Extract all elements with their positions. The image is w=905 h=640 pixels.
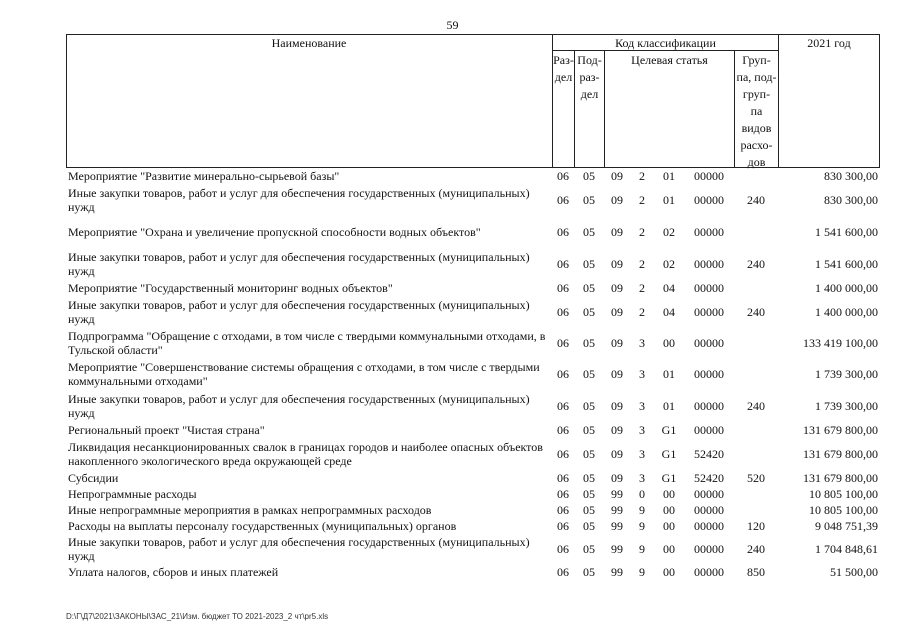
row-amount: 131 679 800,00	[803, 446, 878, 461]
row-amount: 9 048 751,39	[815, 518, 878, 533]
row-program: 09	[611, 366, 623, 381]
row-name: Субсидии	[68, 470, 119, 485]
row-subprogram: 2	[639, 192, 645, 207]
row-razdel: 06	[557, 518, 569, 533]
table-row	[66, 422, 880, 438]
row-razdel: 06	[557, 422, 569, 437]
table-row	[66, 470, 880, 486]
table-row	[66, 248, 880, 280]
row-podrazdel: 05	[583, 470, 595, 485]
row-subprogram: 3	[639, 398, 645, 413]
row-program: 09	[611, 168, 623, 183]
table-row	[66, 564, 880, 580]
row-subprogram: 2	[639, 224, 645, 239]
row-event: 01	[663, 192, 675, 207]
row-event: 01	[663, 168, 675, 183]
row-direction: 52420	[694, 470, 724, 485]
row-program: 99	[611, 564, 623, 579]
row-expense-type	[734, 502, 778, 518]
table-header	[66, 34, 880, 168]
row-event: G1	[661, 422, 677, 437]
header-name: Наименование	[271, 36, 347, 50]
row-direction: 00000	[694, 168, 724, 183]
row-expense-type: 120	[747, 518, 765, 533]
row-direction: 00000	[694, 335, 724, 350]
row-expense-type	[734, 216, 778, 248]
row-podrazdel: 05	[583, 304, 595, 319]
row-podrazdel: 05	[583, 398, 595, 413]
row-program: 09	[611, 446, 623, 461]
row-razdel: 06	[557, 564, 569, 579]
row-event: 02	[663, 224, 675, 239]
row-amount: 1 704 848,61	[815, 541, 878, 556]
row-expense-type: 240	[747, 192, 765, 207]
row-subprogram: 2	[639, 280, 645, 295]
header-group: Груп- па, под- груп- па видов расхо- дов	[736, 53, 777, 169]
table-row	[66, 280, 880, 296]
row-name: Расходы на выплаты персоналу государственных (муниципальных) органов	[68, 518, 457, 533]
table-row	[66, 390, 880, 422]
table-row	[66, 216, 880, 248]
row-podrazdel: 05	[583, 366, 595, 381]
row-podrazdel: 05	[583, 422, 595, 437]
row-amount: 1 400 000,00	[815, 304, 878, 319]
row-expense-type	[734, 422, 778, 438]
header-razdel: Раз- дел	[553, 53, 574, 84]
row-event: 00	[663, 486, 675, 501]
row-razdel: 06	[557, 168, 569, 183]
row-subprogram: 9	[639, 518, 645, 533]
row-expense-type: 240	[747, 304, 765, 319]
row-event: G1	[661, 470, 677, 485]
table-row	[66, 328, 880, 358]
row-razdel: 06	[557, 192, 569, 207]
row-subprogram: 0	[639, 486, 645, 501]
row-amount: 131 679 800,00	[803, 470, 878, 485]
header-year: 2021 год	[807, 36, 851, 50]
row-program: 99	[611, 486, 623, 501]
row-razdel: 06	[557, 502, 569, 517]
header-podrazdel: Под- раз- дел	[577, 53, 602, 101]
row-name: Подпрограмма "Обращение с отходами, в том числе с твердыми коммунальными отходами, в Тульской области"	[68, 328, 546, 357]
row-razdel: 06	[557, 335, 569, 350]
row-direction: 00000	[694, 518, 724, 533]
row-amount: 1 739 300,00	[815, 366, 878, 381]
row-razdel: 06	[557, 398, 569, 413]
row-amount: 131 679 800,00	[803, 422, 878, 437]
row-podrazdel: 05	[583, 564, 595, 579]
row-expense-type	[734, 328, 778, 358]
row-name: Мероприятие "Охрана и увеличение пропускной способности водных объектов"	[68, 224, 481, 239]
row-amount: 1 739 300,00	[815, 398, 878, 413]
row-direction: 00000	[694, 304, 724, 319]
row-razdel: 06	[557, 486, 569, 501]
row-name: Иные непрограммные мероприятия в рамках непрограммных расходов	[68, 502, 432, 517]
row-amount: 830 300,00	[824, 168, 878, 183]
row-name: Иные закупки товаров, работ и услуг для обеспечения государственных (муниципальных) нужд	[68, 185, 530, 214]
row-amount: 51 500,00	[830, 564, 878, 579]
row-expense-type	[734, 168, 778, 184]
row-name: Мероприятие "Развитие минерально-сырьевой базы"	[68, 168, 340, 183]
header-target: Целевая статья	[631, 53, 708, 67]
row-name: Иные закупки товаров, работ и услуг для обеспечения государственных (муниципальных) нужд	[68, 297, 530, 326]
row-name: Непрограммные расходы	[68, 486, 197, 501]
table-row	[66, 502, 880, 518]
row-program: 09	[611, 256, 623, 271]
row-expense-type	[734, 358, 778, 390]
row-podrazdel: 05	[583, 224, 595, 239]
row-event: 01	[663, 398, 675, 413]
row-direction: 00000	[694, 224, 724, 239]
table-row	[66, 518, 880, 534]
row-event: 02	[663, 256, 675, 271]
row-podrazdel: 05	[583, 486, 595, 501]
row-podrazdel: 05	[583, 192, 595, 207]
row-program: 09	[611, 398, 623, 413]
row-program: 09	[611, 224, 623, 239]
row-direction: 00000	[694, 366, 724, 381]
row-event: G1	[661, 446, 677, 461]
row-subprogram: 3	[639, 366, 645, 381]
row-subprogram: 3	[639, 470, 645, 485]
row-direction: 00000	[694, 192, 724, 207]
row-expense-type	[734, 438, 778, 470]
table-row	[66, 358, 880, 390]
row-name: Мероприятие "Государственный мониторинг водных объектов"	[68, 280, 393, 295]
row-podrazdel: 05	[583, 446, 595, 461]
row-program: 09	[611, 192, 623, 207]
row-podrazdel: 05	[583, 502, 595, 517]
row-subprogram: 2	[639, 304, 645, 319]
row-podrazdel: 05	[583, 280, 595, 295]
row-direction: 00000	[694, 280, 724, 295]
row-expense-type: 520	[747, 470, 765, 485]
row-subprogram: 3	[639, 335, 645, 350]
row-name: Региональный проект "Чистая страна"	[68, 422, 265, 437]
row-amount: 1 400 000,00	[815, 280, 878, 295]
row-program: 99	[611, 541, 623, 556]
row-razdel: 06	[557, 280, 569, 295]
row-name: Иные закупки товаров, работ и услуг для обеспечения государственных (муниципальных) нужд	[68, 249, 530, 278]
row-name: Ликвидация несанкционированных свалок в границах городов и наиболее опасных объектов накопленного экологического вреда окружающей среде	[68, 439, 543, 468]
row-razdel: 06	[557, 446, 569, 461]
row-amount: 10 805 100,00	[809, 502, 878, 517]
row-razdel: 06	[557, 470, 569, 485]
row-razdel: 06	[557, 541, 569, 556]
row-amount: 1 541 600,00	[815, 224, 878, 239]
row-amount: 830 300,00	[824, 192, 878, 207]
row-razdel: 06	[557, 256, 569, 271]
row-event: 00	[663, 518, 675, 533]
row-program: 09	[611, 280, 623, 295]
table-row	[66, 438, 880, 470]
footer-file-path: D:\Г\Д7\2021\ЗАКОНЫ\ЗАС_21\Изм. бюджет ТО 2021-2023_2 чт\pr5.xls	[66, 612, 329, 621]
row-subprogram: 9	[639, 502, 645, 517]
row-program: 09	[611, 335, 623, 350]
row-event: 01	[663, 366, 675, 381]
row-direction: 00000	[694, 422, 724, 437]
row-subprogram: 2	[639, 168, 645, 183]
row-expense-type	[734, 486, 778, 502]
row-podrazdel: 05	[583, 518, 595, 533]
row-subprogram: 2	[639, 256, 645, 271]
row-event: 04	[663, 280, 675, 295]
row-event: 00	[663, 335, 675, 350]
row-subprogram: 3	[639, 422, 645, 437]
row-direction: 00000	[694, 502, 724, 517]
table-row	[66, 534, 880, 564]
row-direction: 00000	[694, 398, 724, 413]
row-event: 04	[663, 304, 675, 319]
row-subprogram: 9	[639, 541, 645, 556]
header-classification: Код классификации	[615, 36, 716, 50]
row-direction: 00000	[694, 564, 724, 579]
row-program: 99	[611, 502, 623, 517]
row-program: 09	[611, 470, 623, 485]
row-event: 00	[663, 541, 675, 556]
row-name: Иные закупки товаров, работ и услуг для обеспечения государственных (муниципальных) нужд	[68, 534, 530, 563]
row-expense-type: 240	[747, 398, 765, 413]
row-program: 99	[611, 518, 623, 533]
row-direction: 00000	[694, 541, 724, 556]
row-subprogram: 3	[639, 446, 645, 461]
row-program: 09	[611, 422, 623, 437]
table-row	[66, 296, 880, 328]
table-row	[66, 486, 880, 502]
row-event: 00	[663, 502, 675, 517]
row-expense-type: 240	[747, 541, 765, 556]
row-podrazdel: 05	[583, 168, 595, 183]
row-podrazdel: 05	[583, 335, 595, 350]
row-program: 09	[611, 304, 623, 319]
row-amount: 10 805 100,00	[809, 486, 878, 501]
row-podrazdel: 05	[583, 541, 595, 556]
row-direction: 00000	[694, 256, 724, 271]
row-razdel: 06	[557, 224, 569, 239]
row-razdel: 06	[557, 304, 569, 319]
row-podrazdel: 05	[583, 256, 595, 271]
row-event: 00	[663, 564, 675, 579]
row-razdel: 06	[557, 366, 569, 381]
row-amount: 133 419 100,00	[803, 335, 878, 350]
row-expense-type: 850	[747, 564, 765, 579]
row-expense-type: 240	[747, 256, 765, 271]
row-expense-type	[734, 280, 778, 296]
row-name: Уплата налогов, сборов и иных платежей	[68, 564, 279, 579]
row-name: Иные закупки товаров, работ и услуг для обеспечения государственных (муниципальных) нужд	[68, 391, 530, 420]
row-name: Мероприятие "Совершенствование системы обращения с отходами, в том числе с твердыми коммунальными отходами"	[68, 359, 540, 388]
table-row	[66, 168, 880, 184]
row-direction: 00000	[694, 486, 724, 501]
table-row	[66, 184, 880, 216]
page-number: 59	[446, 18, 459, 32]
row-subprogram: 9	[639, 564, 645, 579]
row-amount: 1 541 600,00	[815, 256, 878, 271]
budget-table	[66, 168, 880, 580]
row-direction: 52420	[694, 446, 724, 461]
